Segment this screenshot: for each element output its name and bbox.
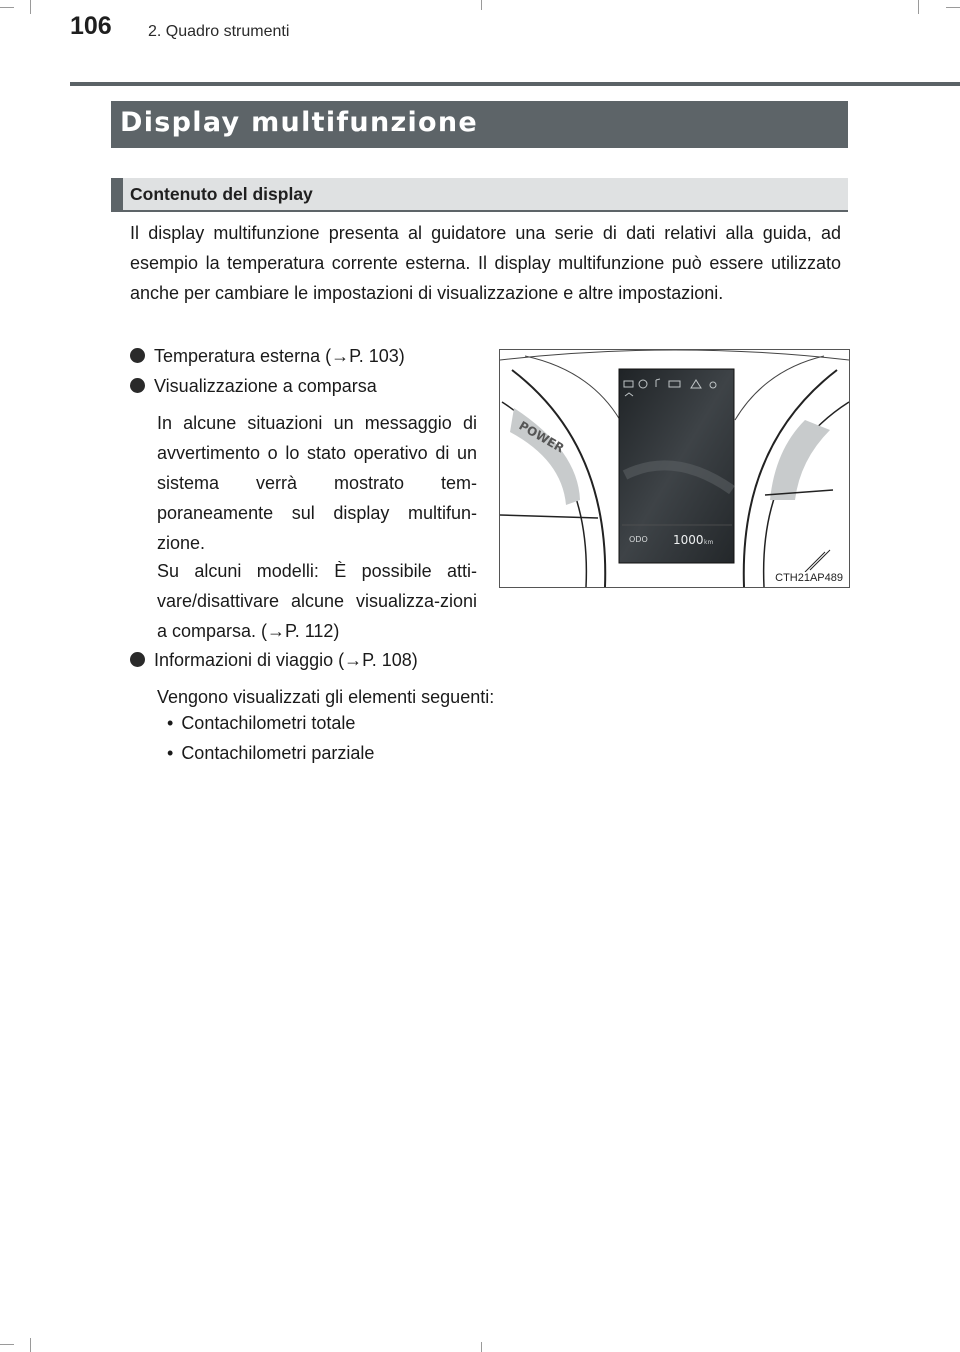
page-number: 106 (70, 12, 112, 40)
subsection-accent (111, 178, 123, 212)
sub-list-item-label: Contachilometri parziale (181, 743, 375, 763)
right-gauge-band (770, 420, 830, 500)
sub-list-item-label: Contachilometri totale (181, 713, 356, 733)
trip-info-description: Vengono visualizzati gli elementi seguenti: (157, 687, 495, 707)
instrument-cluster-figure (499, 349, 850, 588)
crop-mark (918, 0, 919, 14)
odo-label: ODO (629, 535, 648, 544)
small-bullet-icon: • (167, 743, 174, 763)
header-rule (70, 82, 960, 86)
crop-mark (946, 7, 960, 8)
left-needle (500, 515, 598, 518)
list-item-label: Informazioni di viaggio (→P. 108) (154, 650, 418, 670)
subsection-title: Contenuto del display (130, 184, 313, 204)
popup-note: Su alcuni modelli: È possibile atti-vare/disattivare alcune visualizza-zioni a comparsa. (→P. 112) (157, 561, 477, 641)
right-tick (810, 550, 830, 570)
bullet-icon (130, 378, 145, 393)
crop-mark (481, 1342, 482, 1352)
power-label: POWER (516, 418, 567, 456)
sub-list-item (167, 708, 355, 738)
list-item-label: Visualizzazione a comparsa (154, 376, 377, 396)
small-bullet-icon: • (167, 713, 174, 733)
odo-value: 1000 (673, 533, 704, 547)
list-item (130, 645, 418, 675)
odo-unit: km (704, 539, 714, 546)
subsection-heading (111, 178, 848, 212)
crop-mark (481, 0, 482, 10)
crop-mark (30, 0, 31, 14)
left-gauge-outer (512, 370, 605, 587)
right-tick (805, 552, 825, 572)
popup-description: In alcune situazioni un messaggio di avvertimento o lo stato operativo di un sistema verrà mostrato tem-poraneamente sul display multifun-zione. (157, 413, 477, 553)
figure-code: CTH21AP489 (775, 572, 843, 584)
bezel-line (735, 356, 824, 420)
crop-mark (30, 1338, 31, 1352)
bullet-icon (130, 652, 145, 667)
section-heading (111, 101, 848, 148)
instrument-cluster-illustration (500, 350, 849, 587)
list-item-label: Temperatura esterna (→P. 103) (154, 346, 405, 366)
bullet-icon (130, 348, 145, 363)
chapter-title: 2. Quadro strumenti (148, 23, 290, 40)
section-title: Display multifunzione (120, 107, 479, 138)
bezel-line (500, 350, 849, 360)
bezel-line (525, 356, 620, 420)
list-item (130, 371, 377, 401)
intro-paragraph: Il display multifunzione presenta al guidatore una serie di dati relativi alla guida, ad esempio la temperatura corrente esterna. Il display multifunzione può essere utilizzato anche per cambiare le impostazioni di visualizzazione e altre impostazioni. (130, 223, 841, 303)
list-item (130, 341, 405, 371)
crop-mark (0, 1344, 14, 1345)
crop-mark (0, 7, 14, 8)
sub-list-item (167, 738, 374, 768)
